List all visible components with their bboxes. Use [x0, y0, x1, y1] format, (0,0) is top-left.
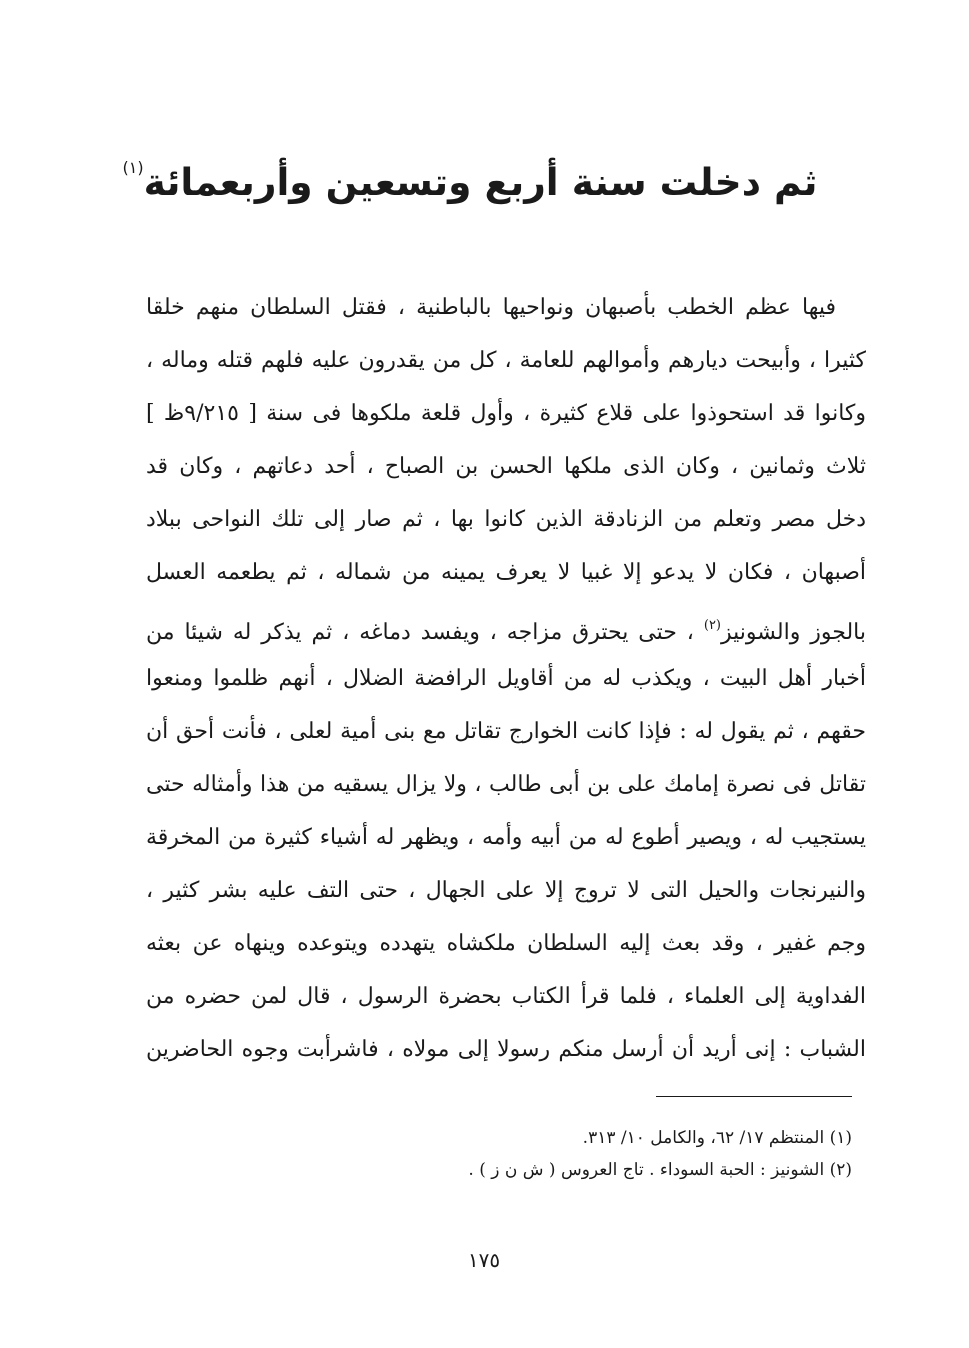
footnote-item: (٢) الشونيز : الحبة السوداء . تاج العروس ( ش ن ز ) .	[468, 1160, 852, 1180]
text-line-part: ، حتى يحترق مزاجه ، ويفسد دماغه ، ثم يذكر له شيئا من	[146, 620, 694, 645]
page-number: ١٧٥	[467, 1248, 501, 1272]
text-line: يستجيب له ، ويصير أطوع له من أبيه وأمه ، ويظهر له أشياء كثيرة من المخرقة	[146, 825, 866, 850]
text-line: دخل مصر وتعلم من الزنادقة الذين كانوا بها ، ثم صار إلى تلك النواحى ببلاد	[146, 507, 867, 532]
footnote-item: (١) المنتظم ١٧/ ٦٢، والكامل ١٠/ ٣١٣.	[582, 1128, 852, 1148]
text-line: الفداوية إلى العلماء ، فلما قرأ الكتاب بحضرة الرسول ، قال لمن حضره من	[146, 984, 866, 1009]
text-line: كثيرا ، وأبيحت ديارهم وأموالهم للعامة ، كل من يقدرون عليه فلهم قتله وماله ،	[146, 348, 866, 373]
footnote-separator	[656, 1096, 852, 1097]
text-line: أخبار أهل البيت ، ويكذب له من أقاويل الرافضة الضلال ، أنهم ظلموا ومنعوا	[146, 666, 866, 691]
text-line: حقهم ، ثم يقول له : فإذا كانت الخوارج تقاتل مع بنى أمية لعلى ، فأنت أحق أن	[146, 719, 866, 744]
text-line: والنيرنجات والحيل التى لا تروج إلا على الجهال ، حتى التف عليه بشر كثير ،	[146, 878, 866, 903]
text-line	[146, 599, 866, 652]
title-footnote-marker: (١)	[122, 158, 144, 177]
inline-footnote-marker: (٢)	[703, 618, 721, 633]
footnotes	[300, 1122, 852, 1186]
text-line-part: بالجوز والشونيز	[721, 620, 866, 645]
text-line: فيها عظم الخطب بأصبهان ونواحيها بالباطنية ، فقتل السلطان منهم خلقا	[146, 295, 836, 320]
text-line: وجم غفير ، وقد بعث إليه السلطان ملكشاه يتهدده ويتوعده وينهاه عن بعثه	[146, 931, 866, 956]
main-text	[146, 281, 866, 1076]
text-line: وكانوا قد استحوذوا على قلاع كثيرة ، وأول قلعة ملكوها فى سنة [ ٩/٢١٥ظ ]	[146, 401, 866, 426]
chapter-title	[120, 138, 820, 212]
text-line: الشباب : إنى أريد أن أرسل منكم رسولا إلى مولاه ، فاشرأبت وجوه الحاضرين	[146, 1037, 866, 1062]
chapter-title-text: ثم دخلت سنة أربع وتسعين وأربعمائة	[143, 160, 818, 204]
text-line: أصبهان ، فكان لا يدعو إلا غبيا لا يعرف يمينه من شماله ، ثم يطعمه العسل	[146, 560, 866, 585]
text-line: ثلاث وثمانين ، وكان الذى ملكها الحسن بن الصباح ، أحد دعاتهم ، وكان قد	[146, 454, 866, 479]
text-line: تقاتل فى نصرة إمامك على بن أبى طالب ، ولا يزال يسقيه من هذا وأمثاله حتى	[146, 772, 866, 797]
